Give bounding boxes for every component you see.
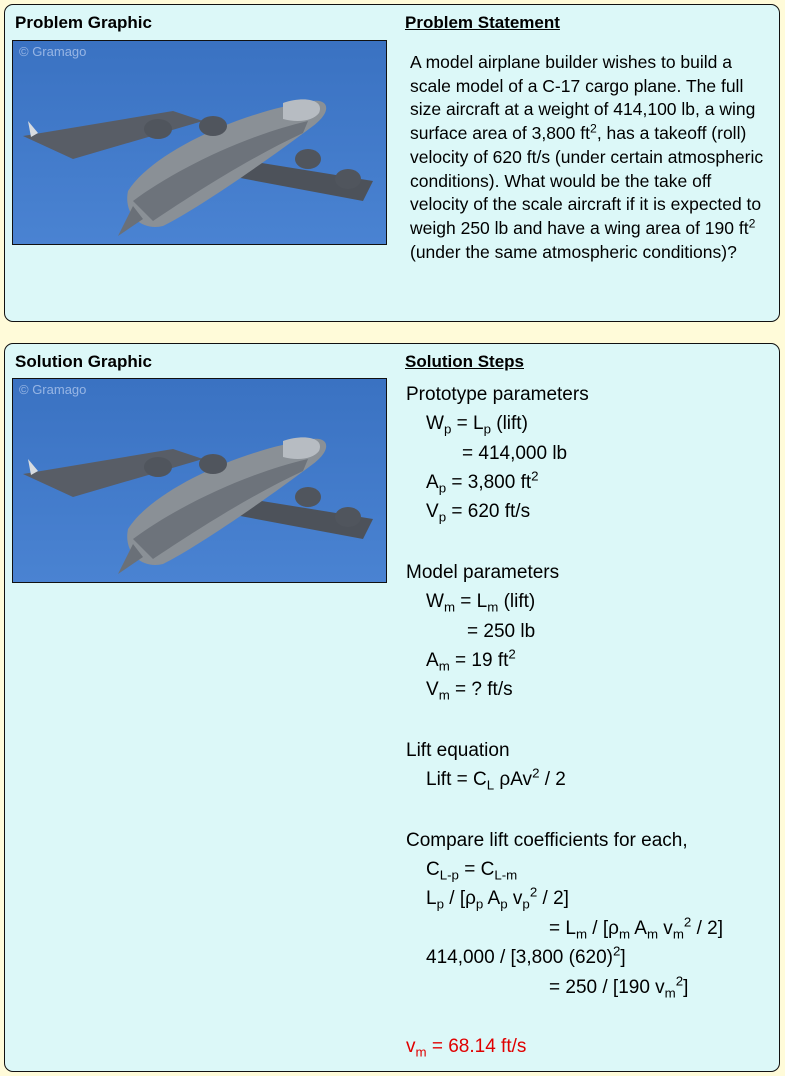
statement-part-2: , has a takeoff (roll) velocity of 620 ft/s (under certain atmospheric conditions). What would be the take off velocity of the scale aircraft if it is expected to weigh 250 lb and have a wing area of 190 ft (410, 123, 764, 238)
model-velocity-line: $V_m$ = ? ft/s (426, 679, 513, 703)
compare-heading: Compare lift coefficients for each, (406, 830, 688, 851)
final-answer: $v_m = 68.14$ ft/s (406, 1036, 527, 1060)
model-area-line: $A_m = 19$ $ft^2$ (426, 646, 516, 674)
c17-aircraft-photo-solution (12, 378, 387, 583)
watermark-text: © Gramago (19, 382, 87, 397)
compare-line-5: = 250 / [190 $v_m^2$] (549, 973, 689, 1001)
model-weight-value: = 250 lb (467, 621, 536, 642)
watermark-text: © Gramago (19, 44, 87, 59)
c17-aircraft-photo (12, 40, 387, 245)
lift-equation: Lift = $C_L$ ρAv$^2$ / 2 (426, 765, 566, 793)
lift-heading: Lift equation (406, 740, 510, 761)
solution-graphic-title: Solution Graphic (15, 352, 152, 371)
model-heading: Model parameters (406, 562, 560, 583)
statement-part-1: A model airplane builder wishes to build a scale model of a C-17 cargo plane. The full size aircraft at a weight of 414,100 lb, a wing surface area of 3,800 ft (410, 52, 756, 144)
problem-graphic-title: Problem Graphic (15, 13, 152, 32)
statement-sup-2: 2 (748, 216, 756, 231)
prototype-velocity-line: $V_p = 620$ ft/s (426, 501, 531, 525)
c17-airplane-image (13, 379, 387, 583)
compare-line-1: $C_{L-p} = C_{L-m}$ (426, 859, 518, 883)
problem-statement-title: Problem Statement (405, 13, 560, 32)
statement-part-3: (under the same atmospheric conditions)? (410, 241, 737, 262)
prototype-weight-value: = 414,000 lb (462, 443, 568, 464)
solution-steps-title: Solution Steps (405, 352, 524, 371)
solution-panel (4, 343, 780, 1072)
prototype-weight-line: $W_p = L_p$ (lift) (426, 413, 528, 437)
problem-panel (4, 4, 780, 322)
model-weight-line: $W_m = L_m$ (lift) (426, 591, 536, 615)
compare-line-2: $L_p / [\rho_p$ $A_p$ $v_p^2 / 2$] (426, 884, 569, 912)
compare-line-3: = $L_m / [\rho_m$ $A_m$ $v_m^2 / 2$] (549, 914, 723, 942)
compare-line-4: 414,000 / [3,800 $(620)^2$] (426, 943, 626, 968)
statement-sup-1: 2 (589, 121, 597, 136)
prototype-heading: Prototype parameters (406, 384, 589, 405)
c17-airplane-image (13, 41, 387, 245)
prototype-area-line: $A_p = 3,800$ $ft^2$ (426, 468, 539, 496)
problem-statement-text (410, 51, 770, 264)
